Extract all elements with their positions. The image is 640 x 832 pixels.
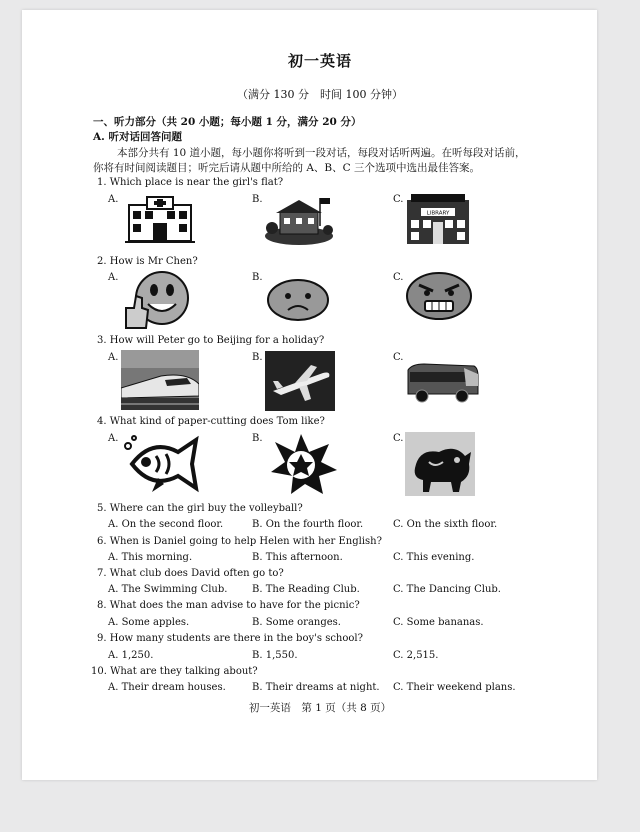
part-a-heading: A. 听对话回答问题 [93, 131, 182, 143]
sad-face-icon [266, 278, 330, 322]
q10-option-b: B. Their dreams at night. [252, 682, 380, 693]
q2-option-a: A. [108, 272, 119, 283]
q10-option-c: C. Their weekend plans. [393, 682, 516, 693]
airplane-icon [265, 351, 335, 411]
q5-option-c: C. On the sixth floor. [393, 519, 498, 530]
q9-option-c: C. 2,515. [393, 650, 439, 661]
q4-option-a: A. [108, 433, 119, 444]
q9-option-b: B. 1,550. [252, 650, 298, 661]
q8-option-b: B. Some oranges. [252, 617, 341, 628]
q3-option-c: C. [393, 352, 404, 363]
question-2: 2. How is Mr Chen? [97, 256, 198, 267]
library-building-icon [405, 192, 471, 246]
q6-option-b: B. This afternoon. [252, 552, 343, 563]
library-sign-text: LIBRARY [426, 210, 450, 217]
section-heading: 一、听力部分（共 20 小题；每小题 1 分，满分 20 分） [93, 116, 362, 128]
instruction-line-2: 你将有时间阅读题目；听完后请从题中所给的 A、B、C 三个选项中选出最佳答案。 [93, 162, 481, 174]
question-6: 6. When is Daniel going to help Helen with her English? [97, 536, 382, 547]
q6-option-a: A. This morning. [108, 552, 193, 563]
question-5: 5. Where can the girl buy the volleyball? [97, 503, 303, 514]
q4-option-b: B. [252, 433, 263, 444]
angry-face-icon [405, 271, 473, 321]
q3-option-b: B. [252, 352, 263, 363]
q7-option-a: A. The Swimming Club. [108, 584, 228, 595]
q4-option-c: C. [393, 433, 404, 444]
q2-option-c: C. [393, 272, 404, 283]
q2-option-b: B. [252, 272, 263, 283]
q9-option-a: A. 1,250. [108, 650, 154, 661]
ox-papercut-icon [405, 432, 475, 496]
school-with-flag-icon [262, 196, 336, 246]
happy-face-thumbs-up-icon [120, 268, 192, 332]
q7-option-c: C. The Dancing Club. [393, 584, 501, 595]
page-title: 初一英语 [287, 52, 352, 70]
question-9: 9. How many students are there in the boy's school? [97, 633, 363, 644]
hospital-building-icon [125, 193, 195, 245]
q1-option-c: C. [393, 194, 404, 205]
question-8: 8. What does the man advise to have for the picnic? [97, 600, 360, 611]
q3-option-a: A. [108, 352, 119, 363]
instruction-line-1: 本部分共有 10 道小题，每小题你将听到一段对话，每段对话听两遍。在听每段对话前， [117, 147, 526, 159]
question-4: 4. What kind of paper-cutting does Tom like? [97, 416, 325, 427]
q1-option-b: B. [252, 194, 263, 205]
question-3: 3. How will Peter go to Beijing for a holiday? [97, 335, 325, 346]
q1-option-a: A. [108, 194, 119, 205]
high-speed-train-icon [121, 350, 199, 410]
q8-option-a: A. Some apples. [108, 617, 190, 628]
flower-papercut-icon [265, 432, 337, 496]
question-1: 1. Which place is near the girl's flat? [97, 177, 284, 188]
page-footer: 初一英语 第 1 页（共 8 页） [248, 702, 392, 714]
q7-option-b: B. The Reading Club. [252, 584, 360, 595]
q5-option-a: A. On the second floor. [108, 519, 224, 530]
question-10: 10. What are they talking about? [91, 666, 258, 677]
q6-option-c: C. This evening. [393, 552, 475, 563]
coach-bus-icon [404, 360, 480, 404]
q8-option-c: C. Some bananas. [393, 617, 484, 628]
exam-info: （满分 130 分 时间 100 分钟） [237, 88, 403, 101]
question-7: 7. What club does David often go to? [97, 568, 284, 579]
q5-option-b: B. On the fourth floor. [252, 519, 364, 530]
q10-option-a: A. Their dream houses. [108, 682, 226, 693]
fish-papercut-icon [122, 432, 204, 496]
